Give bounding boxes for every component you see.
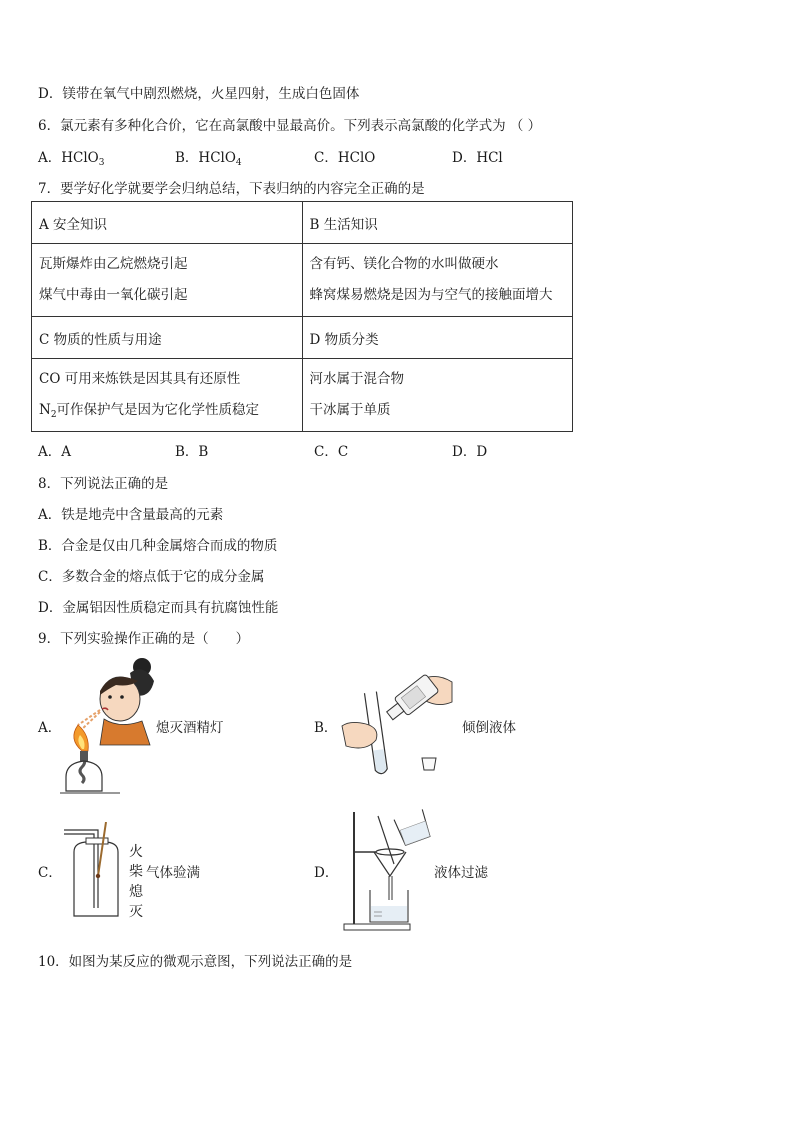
table-cell-c-head: C 物质的性质与用途 — [32, 317, 303, 359]
summary-table — [31, 201, 573, 432]
q6-stem: 6．氯元素有多种化合价，它在高氯酸中显最高价。下列表示高氯酸的化学式为 （ ） — [38, 118, 542, 134]
q10-stem: 10．如图为某反应的微观示意图，下列说法正确的是 — [38, 954, 353, 970]
pour-liquid-illustration — [340, 662, 458, 780]
q9-option-b-caption: 倾倒液体 — [462, 720, 516, 736]
table-item: $N_2$可作保护气是因为它化学性质稳定 — [39, 402, 260, 420]
q7-option-b: B．B — [175, 444, 209, 460]
q6-option-a: A．HClO$_3$ — [38, 150, 105, 168]
q7-stem: 7．要学好化学就要学会归纳总结，下表归纳的内容完全正确的是 — [38, 181, 425, 197]
alcohol-lamp-blowing-illustration — [60, 655, 156, 795]
q7-option-c: C．C — [314, 444, 349, 460]
table-item: 含有钙、镁化合物的水叫做硬水 — [309, 256, 499, 272]
table-cell-d-head: D 物质分类 — [302, 317, 573, 359]
q5-option-d: D．镁带在氧气中剧烈燃烧，火星四射，生成白色固体 — [38, 86, 360, 102]
q8-option-b: B．合金是仅由几种金属熔合而成的物质 — [38, 538, 278, 554]
q9-option-c-letter: C． — [38, 865, 62, 881]
table-item: CO 可用来炼铁是因其具有还原性 — [39, 371, 241, 387]
table-cell-a-body — [32, 244, 303, 317]
q8-option-d: D．金属铝因性质稳定而具有抗腐蚀性能 — [38, 600, 279, 616]
table-item: 瓦斯爆炸由乙烷燃烧引起 — [39, 256, 188, 272]
q6-option-c: C．HClO — [314, 150, 376, 166]
table-cell-b-body — [302, 244, 573, 317]
q8-option-a: A．铁是地壳中含量最高的元素 — [38, 507, 224, 523]
table-cell-d-body — [302, 359, 573, 432]
table-item: 干冰属于单质 — [309, 402, 391, 418]
table-item: 蜂窝煤易燃烧是因为与空气的接触面增大 — [309, 287, 553, 303]
filtration-illustration — [342, 808, 434, 932]
table-item: 煤气中毒由一氧化碳引起 — [39, 287, 188, 303]
q6-option-d: D．HCl — [452, 150, 503, 166]
q9-option-d-letter: D． — [314, 865, 339, 881]
match-extinguished-note: 火 柴 熄 灭 — [129, 844, 143, 920]
q9-stem: 9．下列实验操作正确的是（ ） — [38, 631, 250, 647]
table-cell-b-head: B 生活知识 — [302, 202, 573, 244]
q9-option-b-letter: B． — [314, 720, 338, 736]
q7-option-d: D．D — [452, 444, 488, 460]
table-cell-c-body — [32, 359, 303, 432]
q8-stem: 8．下列说法正确的是 — [38, 476, 169, 492]
q9-option-d-caption: 液体过滤 — [434, 865, 488, 881]
q9-option-a-caption: 熄灭酒精灯 — [156, 720, 224, 736]
table-item: 河水属于混合物 — [309, 371, 404, 387]
q7-option-a: A．A — [38, 444, 71, 460]
table-cell-a-head: A 安全知识 — [32, 202, 303, 244]
q6-option-b: B．HClO$_4$ — [175, 150, 242, 168]
q9-option-a-letter: A． — [38, 720, 62, 736]
gas-collection-bottle-illustration — [60, 822, 130, 920]
q9-option-c-caption: 气体验满 — [146, 865, 200, 881]
q8-option-c: C．多数合金的熔点低于它的成分金属 — [38, 569, 265, 585]
